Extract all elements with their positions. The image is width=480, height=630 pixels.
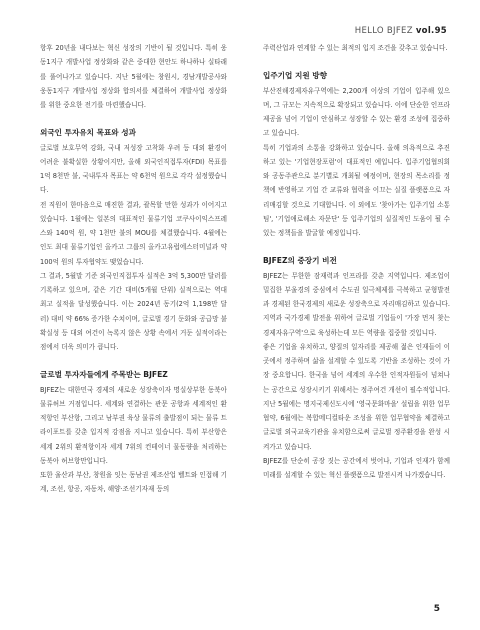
paragraph: 좋은 기업을 유치하고, 양질의 일자리를 제공해 젊은 인재들이 이곳에서 정주하며 삶을 설계할 수 있도록 기반을 조성하는 것이 가장 중요합니다. 한국을 넘어 세계의 우수한 인적자원들이 넘쳐나는 공간으로 성장시키기 위해서는 정주여건 개선이 필수적입니다. 지난 5월에는 명지국제신도시에 '영국문화마을' 설립을 위한 업무협약, 6월에는 복합메디컬타운 조성을 위한 업무협약을 체결하고 글로벌 외국교육기관을 유치함으로써 글로벌 정주환경을 완성 시켜가고 있습니다. bbox=[263, 342, 450, 451]
paragraph: 항후 20년을 내다보는 혁신 성장의 기반이 될 것입니다. 특히 웅동1지구 개발사업 정상화와 같은 중대한 현안도 하나하나 실타래를 풀어나가고 있습니다. 지난 5월에는 창원시, 경남개발공사와 웅동1지구 개발사업 정상화 합의서를 체결하여 개발사업 정상화를 위한 중요한 전기를 마련했습니다. bbox=[40, 44, 227, 109]
paragraph: 부산진해경제자유구역에는 2,200개 이상의 기업이 입주해 있으며, 그 규모는 지속적으로 확장되고 있습니다. 이에 단순한 인프라 제공을 넘어 기업이 안심하고 성장할 수 있는 환경 조성에 집중하고 있습니다. bbox=[263, 86, 450, 138]
header-volume: vol.95 bbox=[415, 26, 447, 36]
header-prefix: HELLO BJFEZ bbox=[354, 26, 416, 36]
section-heading: BJFEZ의 중장기 비전 bbox=[263, 256, 337, 266]
paragraph: BJFEZ는 무한한 잠재력과 인프라를 갖춘 지역입니다. 제조업이 밀집한 부울경의 중심에서 수도권 일극체제를 극복하고 균형발전과 경제된 한국경제의 새로운 성장축으로 자리매김하고 있습니다. 지역과 국가경제 발전을 위하여 글로벌 기업들이 '가장 먼저 찾는 경제자유구역'으로 육성하는데 모든 역량을 집중할 것입니다. bbox=[263, 271, 450, 337]
right-column bbox=[263, 41, 450, 482]
paragraph: 전 직원이 한마음으로 매진한 결과, 괄목할 만한 성과가 이어지고 있습니다. 1월에는 일본의 대표적인 물류기업 코쿠사이익스프레스와 140억 원, 약 1천만 불의 MOU를 체결했습니다. 4월에는 인도 최대 물류기업인 올카고 그룹의 올카고유럽에스터미널과 약 100억 원의 투자협약도 맺었습니다. bbox=[40, 200, 227, 266]
paragraph: 글로벌 보호무역 강화, 국내 저성장 고착화 우려 등 대외 환경이 어려운 불확실한 상황이지만, 올해 외국인직접투자(FDI) 목표를 1억 8천만 불, 국내투자 목표는 약 6천억 원으로 각각 설정했습니다. bbox=[40, 143, 227, 195]
paragraph: BJFEZ를 단순히 공장 짓는 공간에서 벗어나, 기업과 인재가 함께 미래를 설계할 수 있는 혁신 플랫폼으로 발전시켜 나가겠습니다. bbox=[263, 456, 450, 479]
paragraph: 특히 기업과의 소통을 강화하고 있습니다. 올해 의욕적으로 추진하고 있는 '기업현장포럼'이 대표적인 예입니다. 입주기업협의회와 공동주관으로 분기별로 개최될 예정이며, 현장의 목소리를 정책에 반영하고 기업 간 교류와 협력을 이끄는 실질 플랫폼으로 자리매김할 것으로 기대합니다. 이 외에도 '찾아가는 입주기업 소통팀', '기업애로해소 자문단' 등 입주기업의 실질적인 도움이 될 수 있는 정책들을 발굴할 예정입니다. bbox=[263, 143, 450, 237]
page-number: 5 bbox=[433, 604, 440, 614]
section-heading: 글로벌 투자자들에게 주목받는 BJFEZ bbox=[40, 370, 168, 380]
running-header bbox=[355, 26, 447, 36]
section-heading: 외국인 투자유치 목표와 성과 bbox=[40, 128, 136, 138]
paragraph: 주력산업과 연계할 수 있는 최적의 입지 조건을 갖추고 있습니다. bbox=[263, 44, 448, 52]
left-column bbox=[40, 41, 227, 497]
paragraph: 그 결과, 5월말 기준 외국인직접투자 실적은 3억 5,300만 달러를 기록하고 있으며, 같은 기간 대비(5개월 단위) 실적으로는 역대 최고 실적을 달성했습니다. 이는 2024년 동기(2억 1,198만 달러) 대비 약 66% 증가한 수치이며, 글로벌 경기 둔화와 공급망 불확실성 등 대외 여건이 녹록지 않은 상황 속에서 거둔 실적이라는 점에서 더욱 의미가 큽니다. bbox=[40, 271, 227, 351]
paragraph: 또한 울산과 부산, 창원을 잇는 동남권 제조산업 벨트와 인접해 기계, 조선, 항공, 자동차, 해양·조선기자재 등의 bbox=[40, 471, 227, 494]
paragraph: BJFEZ는 대한민국 경제의 새로운 성장축이자 명실상부한 동북아 물류허브 거점입니다. 세계와 연결하는 관문 공항과 세계적인 환적항인 부산항, 그리고 남부권 육상 물류의 출발점이 되는 물류 트라이포트를 갖춘 입지적 강점을 지니고 있습니다. 특히 부산항은 세계 2위의 환적항이자 세계 7위의 컨테이너 물동량을 처리하는 동북아 허브항만입니다. bbox=[40, 385, 227, 465]
section-heading: 입주기업 지원 방향 bbox=[263, 71, 327, 81]
